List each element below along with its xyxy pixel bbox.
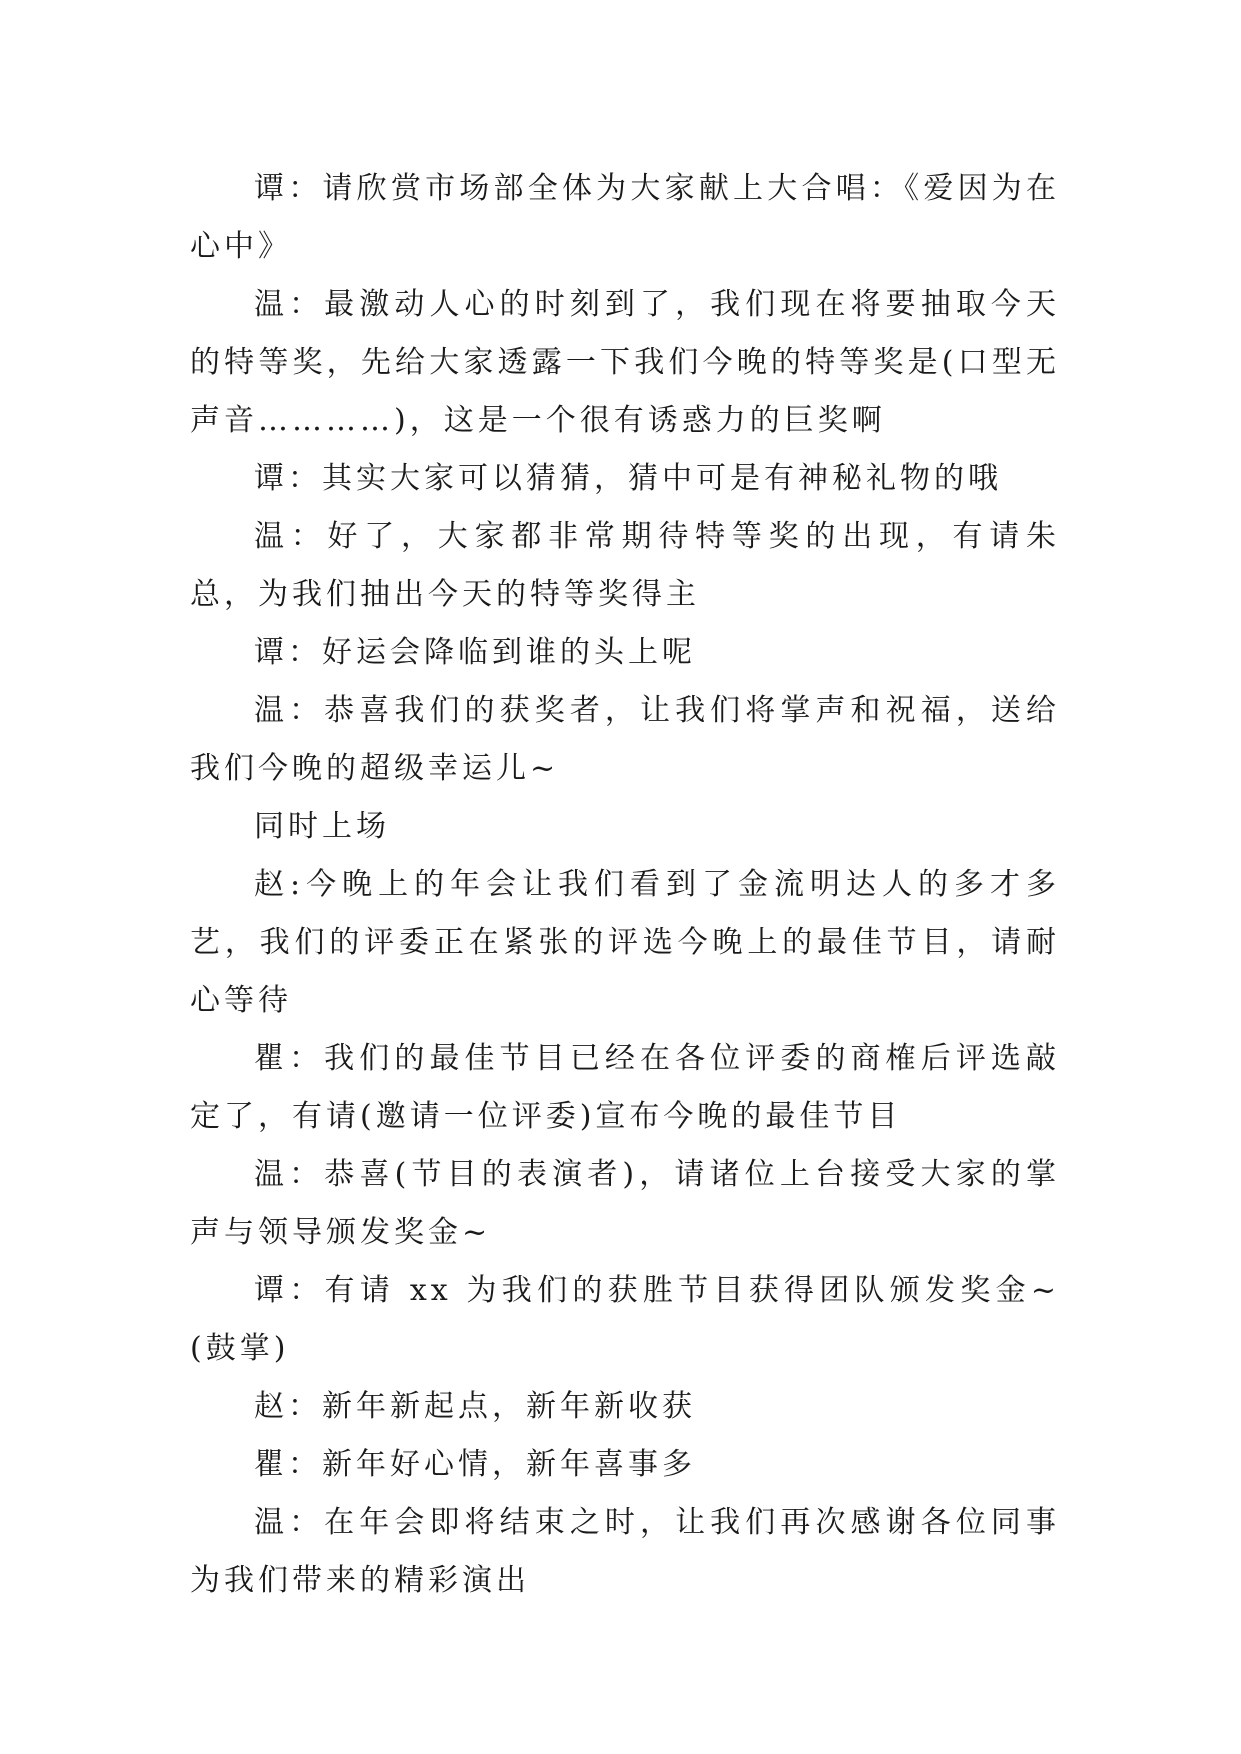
paragraph: 赵:今晚上的年会让我们看到了金流明达人的多才多艺，我们的评委正在紧张的评选今晚上的最佳节目，请耐心等待 (190, 867, 1060, 1018)
paragraph: 瞿：新年好心情，新年喜事多 (254, 1447, 696, 1482)
paragraph: 谭：其实大家可以猜猜，猜中可是有神秘礼物的哦 (254, 461, 1002, 496)
paragraph: 温：恭喜我们的获奖者，让我们将掌声和祝福，送给我们今晚的超级幸运儿~ (190, 693, 1060, 786)
paragraph: 温：恭喜(节目的表演者)，请诸位上台接受大家的掌声与领导颁发奖金~ (190, 1157, 1060, 1250)
document-body (190, 160, 1060, 1610)
paragraph: 温：好了，大家都非常期待特等奖的出现，有请朱总，为我们抽出今天的特等奖得主 (190, 519, 1060, 612)
paragraph: 赵：新年新起点，新年新收获 (254, 1389, 696, 1424)
paragraph: 谭：请欣赏市场部全体为大家献上大合唱：《爱因为在心中》 (190, 171, 1060, 264)
paragraph: 瞿：我们的最佳节目已经在各位评委的商榷后评选敲定了，有请(邀请一位评委)宣布今晚的最佳节目 (190, 1041, 1060, 1134)
paragraph: 温：在年会即将结束之时，让我们再次感谢各位同事为我们带来的精彩演出 (190, 1505, 1060, 1598)
paragraph: 谭：好运会降临到谁的头上呢 (254, 635, 696, 670)
paragraph: 温：最激动人心的时刻到了，我们现在将要抽取今天的特等奖，先给大家透露一下我们今晚的特等奖是(口型无声音…………)，这是一个很有诱惑力的巨奖啊 (190, 287, 1060, 438)
paragraph: 同时上场 (254, 809, 390, 844)
paragraph: 谭：有请 xx 为我们的获胜节目获得团队颁发奖金~(鼓掌) (190, 1273, 1060, 1366)
